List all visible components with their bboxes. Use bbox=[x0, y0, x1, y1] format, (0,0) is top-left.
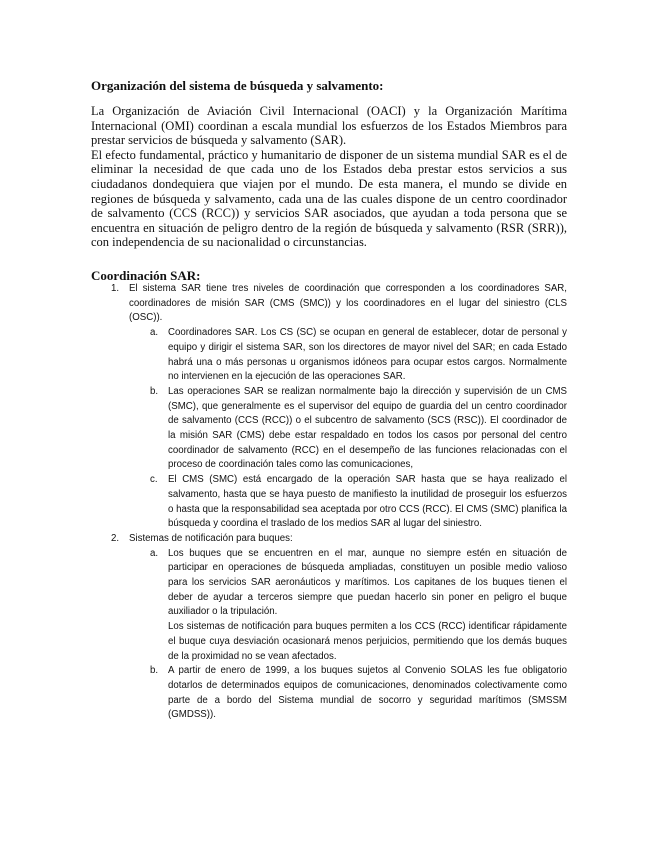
intro-paragraph: El efecto fundamental, práctico y humanitario de disponer de un sistema mundial SAR es el de eliminar la necesidad de que cada uno de los Estados deba prestar estos servicios a sus ciudadanos dondequiera que viajen por el mundo. De esta manera, el mundo se divide en regiones de búsqueda y salvamento, cada una de las cuales dispone de un centro coordinador de salvamento (CCS (RCC)) y servicios SAR asociados, que ayudan a toda persona que se encuentra en situación de peligro dentro de la región de búsqueda y salvamento (RSR (SRR)), con independencia de su nacionalidad o circunstancias. bbox=[91, 147, 567, 250]
section-heading: Coordinación SAR: bbox=[91, 268, 201, 283]
list-item bbox=[91, 282, 567, 326]
sub-item-text: Coordinadores SAR. Los CS (SC) se ocupan en general de establecer, dotar de personal y equipo y dirigir el sistema SAR, son los directores de mayor nivel del SAR; en cada Estado habrá una o más personas u organismos idóneos para ocupar estos cargos. Normalmente no intervienen en la ejecución de las operaciones SAR. bbox=[168, 327, 567, 383]
sub-item bbox=[91, 664, 567, 723]
sub-item bbox=[91, 326, 567, 385]
intro-text bbox=[91, 104, 567, 250]
list-item-number: 1. bbox=[111, 283, 120, 294]
coordination-list bbox=[91, 282, 567, 723]
list-item-text: El sistema SAR tiene tres niveles de coordinación que corresponden a los coordinadores SAR, coordinadores de misión SAR (CMS (SMC)) y los coordinadores en el lugar del siniestro (CLS (OSC)). bbox=[129, 283, 567, 324]
sub-item-text: El CMS (SMC) está encargado de la operación SAR hasta que se haya realizado el salvamento, hasta que se haya puesto de manifiesto la inutilidad de proseguir los esfuerzos o hasta que la responsabilidad sea aceptada por otro CCS (RCC). El CMS (SMC) planifica la búsqueda y coordina el traslado de los medios SAR al lugar del siniestro. bbox=[168, 474, 567, 530]
sub-item bbox=[91, 547, 567, 665]
sub-item-text: Los buques que se encuentren en el mar, aunque no siempre estén en situación de participar en operaciones de búsqueda ampliadas, constituyen un posible medio valioso para los servicios SAR aeronáuticos y marítimos. Los capitanes de los buques tienen el deber de ayudar a terceros siempre que puedan hacerlo sin poner en peligro el buque auxiliador o la tripulación. bbox=[168, 547, 567, 618]
list-item-text: Sistemas de notificación para buques: bbox=[129, 532, 293, 544]
sub-item-letter: a. bbox=[150, 547, 159, 559]
sub-item-text: A partir de enero de 1999, a los buques sujetos al Convenio SOLAS les fue obligatorio dotarlos de determinados equipos de comunicaciones, denominados colectivamente como parte de a bordo del Sistema mundial de socorro y seguridad marítimos (SMSSM (GMDSS)). bbox=[168, 665, 567, 721]
sub-item-letter: a. bbox=[150, 327, 159, 339]
list-item-number: 2. bbox=[111, 532, 120, 544]
intro-paragraph: La Organización de Aviación Civil Internacional (OACI) y la Organización Marítima Internacional (OMI) coordinan a escala mundial los esfuerzos de los Estados Miembros para prestar servicios de búsqueda y salvamento (SAR). bbox=[91, 104, 567, 148]
sub-item bbox=[91, 473, 567, 532]
sub-item bbox=[91, 385, 567, 473]
sub-item-letter: b. bbox=[150, 665, 159, 677]
sub-item-text: Las operaciones SAR se realizan normalmente bajo la dirección y supervisión de un CMS (SMC), que generalmente es el supervisor del equipo de guardia del un centro coordinador de salvamento (CCS (RCC)) o el subcentro de salvamento (SCS (RSC)). El coordinador de la misión SAR (CMS) debe estar respaldado en todos los casos por personal del centro coordinador de salvamento (RCC) en el desempeño de las funciones relacionadas con el proceso de coordinación tales como las comunicaciones, bbox=[168, 385, 567, 471]
sub-item-letter: c. bbox=[150, 474, 158, 486]
sub-item-letter: b. bbox=[150, 385, 159, 397]
document-title: Organización del sistema de búsqueda y salvamento: bbox=[91, 78, 384, 93]
sub-item-text: Los sistemas de notificación para buques permiten a los CCS (RCC) identificar rápidamente el buque cuya desviación ocasionará menos perjuicios, permitiendo que los demás buques de la proximidad no se vean afectados. bbox=[168, 621, 567, 662]
list-item bbox=[91, 532, 567, 547]
